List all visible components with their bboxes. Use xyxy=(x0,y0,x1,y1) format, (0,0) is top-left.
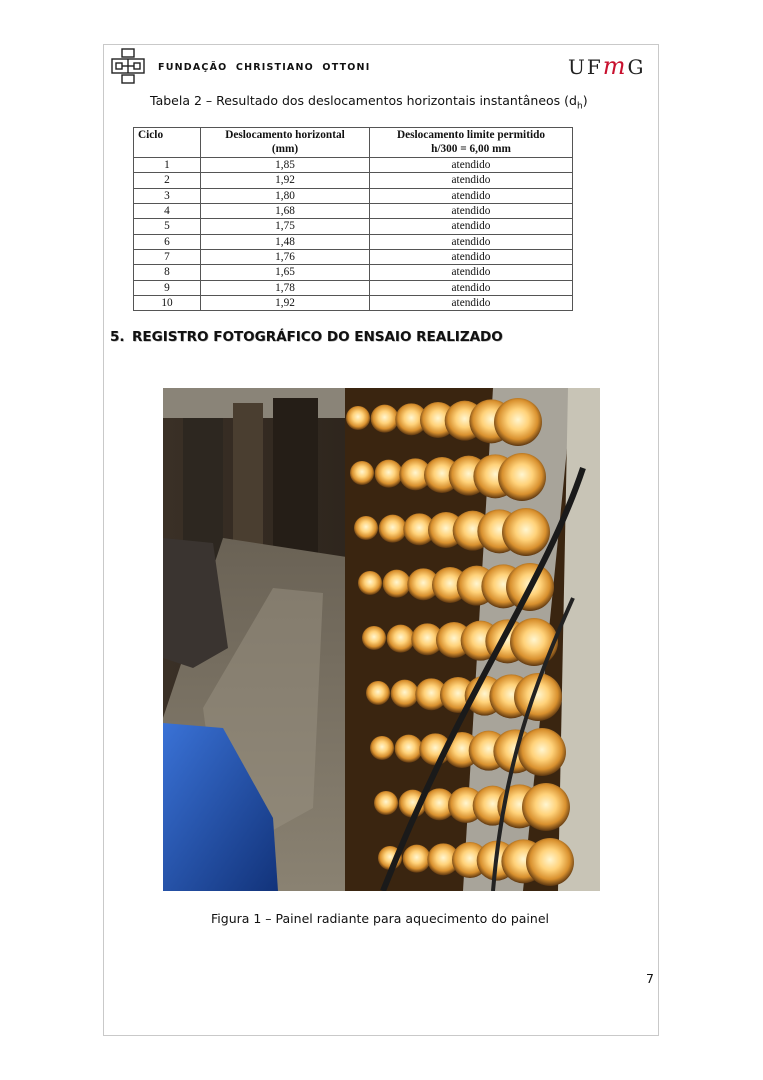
lamp-bulb xyxy=(522,783,570,831)
table-row xyxy=(134,173,573,188)
lamp-bulb xyxy=(391,680,419,708)
table-row xyxy=(134,234,573,249)
lamp-bulb xyxy=(494,398,542,446)
cell-status: atendido xyxy=(370,188,573,203)
lamp-bulb xyxy=(370,736,394,760)
lamp-bulb xyxy=(403,845,431,873)
lamp-bulb xyxy=(379,515,407,543)
cell-status: atendido xyxy=(370,204,573,219)
table-row xyxy=(134,188,573,203)
header-deslocamento-line1: Deslocamento horizontal xyxy=(225,129,345,141)
ufmg-logo-m: m xyxy=(602,52,628,80)
lamp-bulb xyxy=(395,735,423,763)
cell-ciclo: 2 xyxy=(134,173,201,188)
lamp-bulb xyxy=(366,681,390,705)
cell-ciclo: 6 xyxy=(134,234,201,249)
lamp-bulb xyxy=(498,453,546,501)
ufmg-logo-left: UF xyxy=(568,55,603,79)
table-caption xyxy=(150,93,610,112)
cell-ciclo: 4 xyxy=(134,204,201,219)
figure-caption: Figura 1 – Painel radiante para aquecimento do painel xyxy=(211,911,549,926)
cell-deslocamento: 1,65 xyxy=(201,265,370,280)
cell-deslocamento: 1,92 xyxy=(201,295,370,310)
cell-status: atendido xyxy=(370,265,573,280)
lamp-bulb xyxy=(371,405,399,433)
cell-ciclo: 3 xyxy=(134,188,201,203)
header-limite-line2: h/300 = 6,00 mm xyxy=(431,142,511,155)
ufmg-logo-right: G xyxy=(627,55,646,79)
table-caption-subscript: h xyxy=(576,101,583,112)
cell-deslocamento: 1,92 xyxy=(201,173,370,188)
table-caption-text: Tabela 2 – Resultado dos deslocamentos horizontais instantâneos (d xyxy=(150,93,577,108)
header-deslocamento xyxy=(201,128,370,158)
header-limite-line1: Deslocamento limite permitido xyxy=(396,129,546,141)
lamp-bulb xyxy=(510,618,558,666)
cell-status: atendido xyxy=(370,280,573,295)
lamp-bulb xyxy=(518,728,566,776)
header-deslocamento-line2: (mm) xyxy=(271,142,299,155)
header-limite xyxy=(370,128,573,158)
fundacao-logo-icon xyxy=(110,47,146,85)
table-row xyxy=(134,280,573,295)
lamp-bulb xyxy=(526,838,574,886)
cell-deslocamento: 1,68 xyxy=(201,204,370,219)
section-number: 5. xyxy=(110,329,125,345)
section-title-text: REGISTRO FOTOGRÁFICO DO ENSAIO REALIZADO xyxy=(132,329,503,345)
lamp-bulb xyxy=(374,791,398,815)
lamp-bulb xyxy=(350,461,374,485)
section-heading xyxy=(110,329,503,345)
lamp-bulb xyxy=(346,406,370,430)
lamp-bulb xyxy=(387,625,415,653)
lamp-bulb xyxy=(354,516,378,540)
cell-ciclo: 10 xyxy=(134,295,201,310)
cell-ciclo: 9 xyxy=(134,280,201,295)
table-row xyxy=(134,204,573,219)
cell-status: atendido xyxy=(370,249,573,264)
cell-ciclo: 1 xyxy=(134,158,201,173)
org-name: FUNDAÇÃO CHRISTIANO OTTONI xyxy=(158,62,371,73)
cell-status: atendido xyxy=(370,234,573,249)
lamp-bulb xyxy=(362,626,386,650)
lamp-bulb xyxy=(358,571,382,595)
cell-deslocamento: 1,80 xyxy=(201,188,370,203)
table-row xyxy=(134,158,573,173)
lamp-bulb xyxy=(383,570,411,598)
cell-ciclo: 8 xyxy=(134,265,201,280)
cell-ciclo: 5 xyxy=(134,219,201,234)
cell-status: atendido xyxy=(370,219,573,234)
table-row xyxy=(134,295,573,310)
cell-status: atendido xyxy=(370,295,573,310)
header-ciclo: Ciclo xyxy=(134,128,201,158)
table-header-row xyxy=(134,128,573,158)
cell-deslocamento: 1,85 xyxy=(201,158,370,173)
radiant-panel-photo xyxy=(163,388,600,891)
cell-ciclo: 7 xyxy=(134,249,201,264)
test-photo xyxy=(163,388,600,891)
ufmg-logo xyxy=(568,52,648,84)
cell-deslocamento: 1,75 xyxy=(201,219,370,234)
cell-deslocamento: 1,48 xyxy=(201,234,370,249)
cell-deslocamento: 1,76 xyxy=(201,249,370,264)
table-caption-close: ) xyxy=(582,93,588,108)
cell-status: atendido xyxy=(370,173,573,188)
displacement-table xyxy=(133,127,573,311)
cell-status: atendido xyxy=(370,158,573,173)
table-row xyxy=(134,249,573,264)
lamp-bulb xyxy=(375,460,403,488)
table-row xyxy=(134,219,573,234)
page-number: 7 xyxy=(646,971,654,986)
lamp-bulb xyxy=(502,508,550,556)
table-row xyxy=(134,265,573,280)
cell-deslocamento: 1,78 xyxy=(201,280,370,295)
